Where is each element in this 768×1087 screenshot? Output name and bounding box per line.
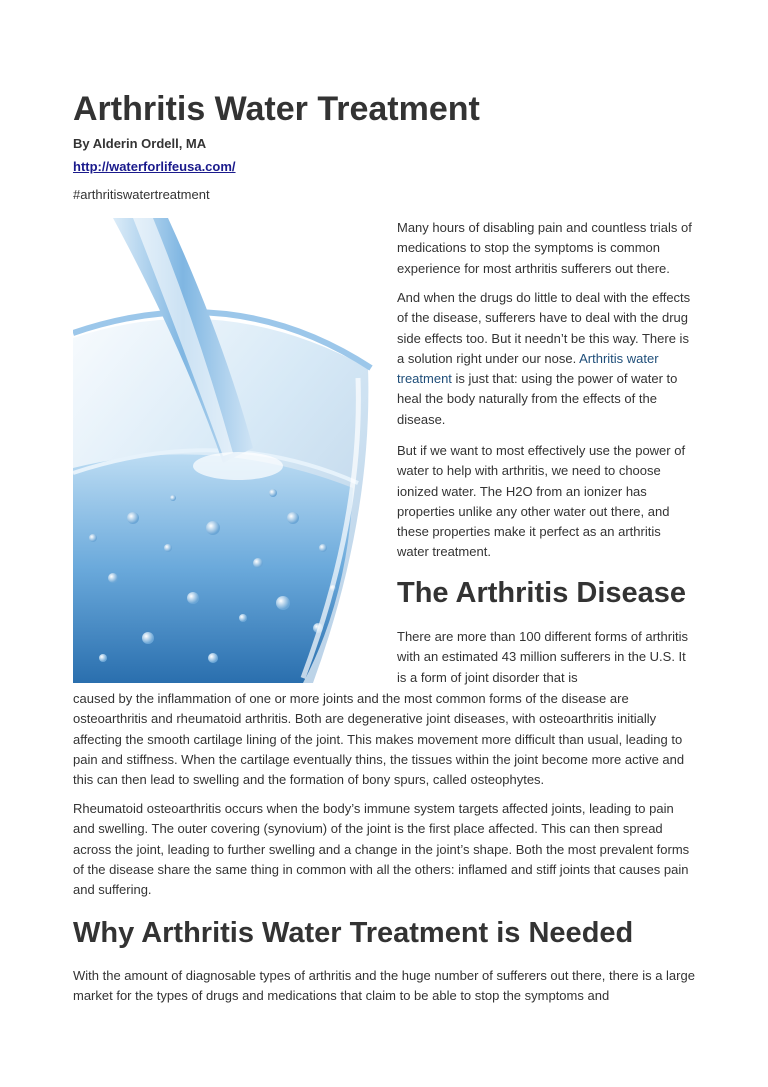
intro-paragraph-2 — [397, 288, 695, 430]
water-glass-photo — [73, 218, 384, 683]
intro-paragraph-3-text: But if we want to most effectively use the power of water to help with arthritis, we need to choose ionized water. The H2O from an ionizer has properties unlike any other water out there, and these properties make it perfect as an arthritis water treatment. — [397, 443, 686, 560]
document-title: Arthritis Water Treatment — [73, 90, 480, 128]
hashtag: #arthritiswatertreatment — [73, 187, 210, 202]
intro-paragraph-1-text: Many hours of disabling pain and countless trials of medications to stop the symptoms is common experience for most arthritis sufferers out there. — [397, 220, 692, 276]
arthritis-water-treatment-link[interactable]: Arthritis water treatment — [397, 350, 659, 387]
disease-paragraph-2: Rheumatoid osteoarthritis occurs when the body’s immune system targets affected joints, leading to pain and swelling. The outer covering (synovium) of the joint is the first place affected. This can then spread across the joint, leading to further swelling and a change in the joint’s shape. Both the most prevalent forms of the disease share the same thing in common with all the others: inflamed and stiff joints that causes pain and suffering. — [73, 801, 690, 898]
intro-paragraph-3 — [397, 441, 695, 563]
disease-paragraph-1-column-text: There are more than 100 different forms of arthritis with an estimated 43 million sufferers in the U.S. It is a form of joint disorder that is — [397, 629, 688, 685]
needed-paragraph-1: With the amount of diagnosable types of arthritis and the huge number of sufferers out there, there is a large market for the types of drugs and medications that claim to be able to stop the symptoms and — [73, 968, 695, 1004]
heading-arthritis-disease: The Arthritis Disease — [397, 577, 687, 609]
intro-paragraph-2-text: And when the drugs do little to deal with the effects of the disease, sufferers have to deal with the drug side effects too. But it needn’t be this way. There is a solution right under our nose. — [397, 290, 691, 366]
disease-paragraph-1-start — [397, 627, 695, 688]
intro-paragraph-1 — [397, 218, 695, 279]
author-line: By Alderin Ordell, MA — [73, 136, 207, 151]
website-link[interactable]: http://waterforlifeusa.com/ — [73, 159, 236, 174]
disease-paragraph-1-continued: caused by the inflammation of one or more joints and the most common forms of the disease are osteoarthritis and rheumatoid arthritis. Both are degenerative joint diseases, with osteoarthritis initially affecting the smooth cartilage lining of the joint. This makes movement more difficult than usual, leading to pain and stiffness. When the cartilage eventually thins, the tissues within the joint become more active and this can then lead to swelling and the formation of bony spurs, called osteophytes. — [73, 691, 685, 788]
heading-why-needed: Why Arthritis Water Treatment is Needed — [73, 917, 634, 949]
intro-paragraph-2-text-end: is just that: using the power of water to heal the body naturally from the effects of the disease. — [397, 371, 678, 427]
